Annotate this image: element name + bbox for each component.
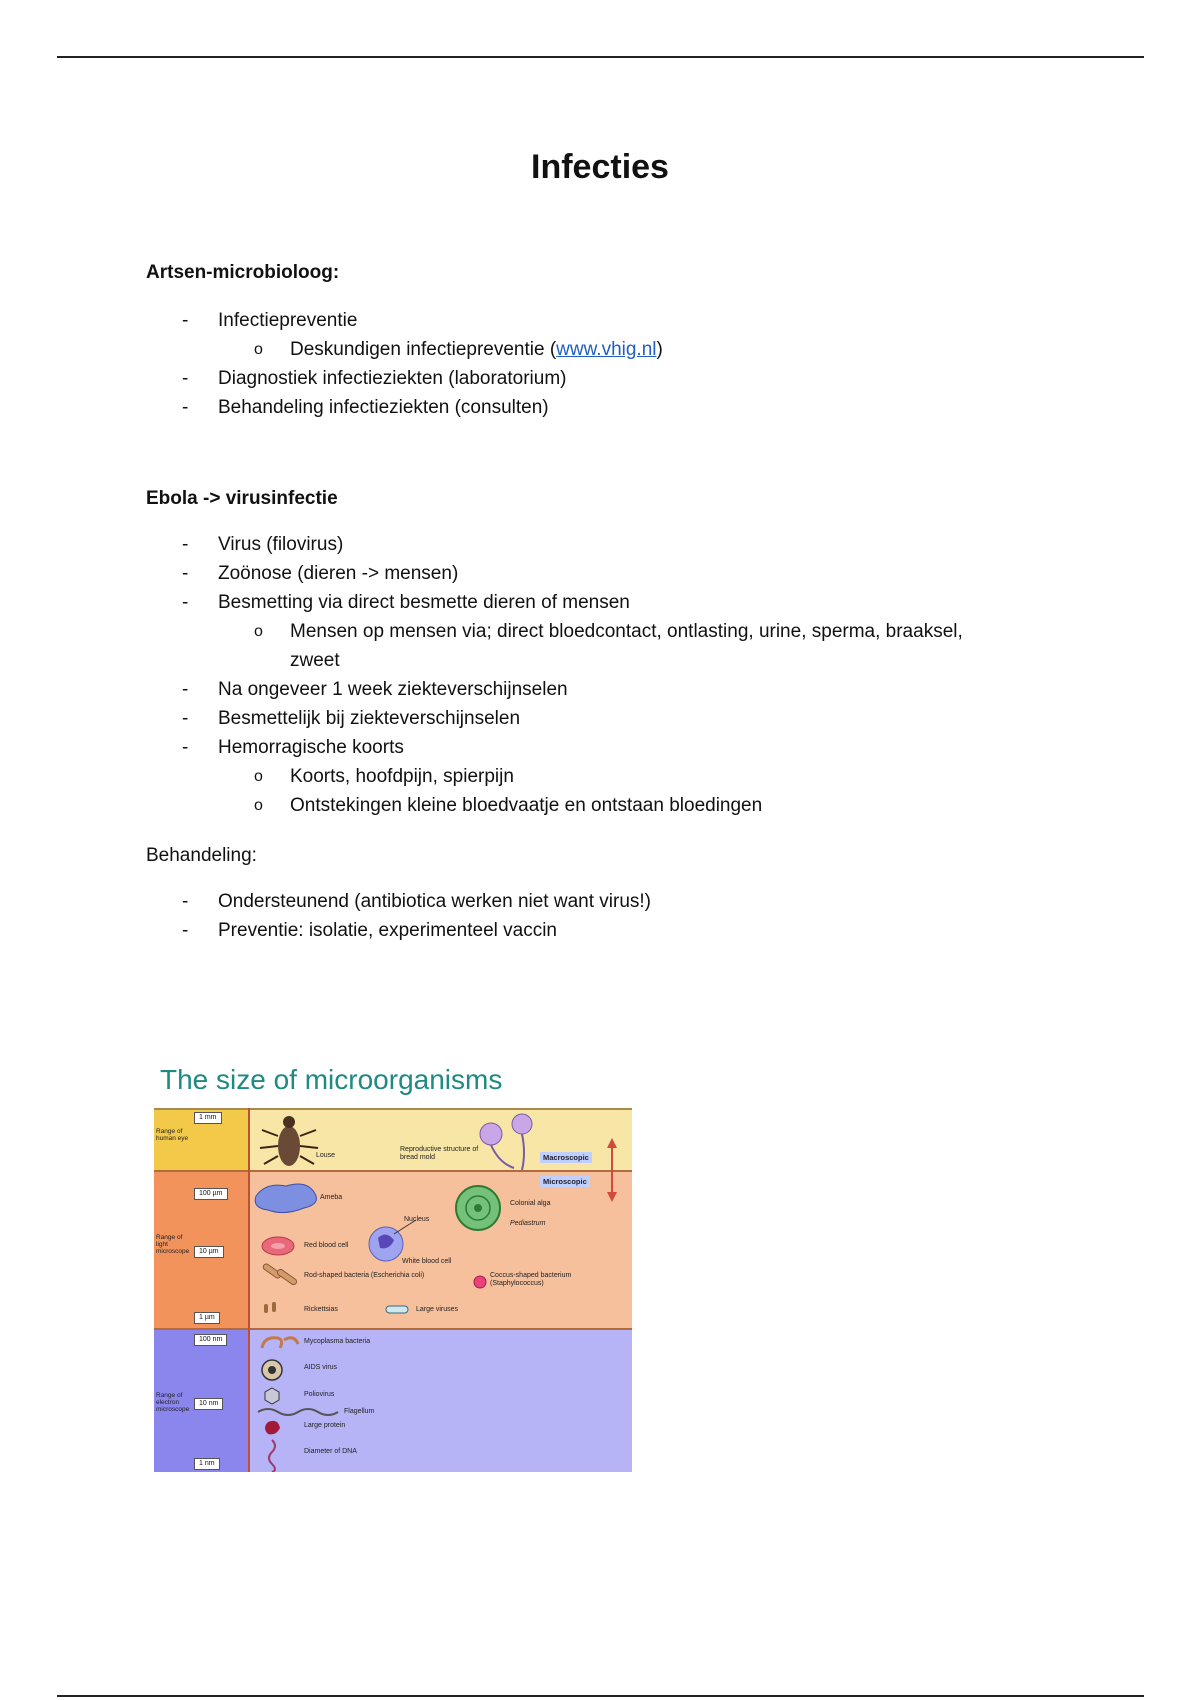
scale-label: 100 µm xyxy=(194,1188,228,1200)
page-title: Infecties xyxy=(531,148,669,186)
dash-bullet: - xyxy=(182,891,189,912)
scale-label: 1 mm xyxy=(194,1112,222,1124)
circle-bullet: o xyxy=(254,797,263,814)
list-item: - Ondersteunend (antibiotica werken niet want virus!) xyxy=(146,887,1046,916)
label-large-viruses: Large viruses xyxy=(416,1306,459,1313)
large-virus-icon xyxy=(386,1306,408,1313)
dash-bullet: - xyxy=(182,563,189,584)
list-item-continuation: zweet xyxy=(290,650,340,671)
list-item: - Preventie: isolatie, experimenteel vaccin xyxy=(146,916,1046,945)
footer-rule xyxy=(57,1695,1144,1697)
list-item: - Virus (filovirus) xyxy=(146,530,1046,559)
scale-label: 10 µm xyxy=(194,1246,224,1258)
list-item: - Diagnostiek infectieziekten (laboratorium) xyxy=(146,364,1046,393)
section-heading-ebola: Ebola -> virusinfectie xyxy=(146,488,338,509)
range-label: Range of light microscope xyxy=(156,1234,190,1255)
circle-bullet: o xyxy=(254,341,263,358)
list-behandeling xyxy=(146,887,1046,945)
section-heading-artsen: Artsen-microbioloog: xyxy=(146,262,340,283)
colonial-alga-icon xyxy=(456,1186,500,1230)
label-nucleus: Nucleus xyxy=(404,1216,430,1223)
figure-title: The size of microorganisms xyxy=(160,1064,503,1095)
list-item: o Ontstekingen kleine bloedvaatje en ontstaan bloedingen xyxy=(146,791,1046,820)
organisms-artwork xyxy=(154,1108,632,1472)
coccus-bacterium-icon xyxy=(474,1276,486,1288)
white-blood-cell-icon xyxy=(369,1220,416,1261)
section-heading-behandeling: Behandeling: xyxy=(146,845,257,866)
macroscopic-tag: Macroscopic xyxy=(540,1152,592,1163)
vhig-link[interactable]: www.vhig.nl xyxy=(556,339,657,360)
dash-bullet: - xyxy=(182,310,189,331)
scale-label: 1 µm xyxy=(194,1312,220,1324)
size-arrow-icon xyxy=(607,1138,617,1202)
label-poliovirus: Poliovirus xyxy=(304,1391,335,1398)
label-aids-virus: AIDS virus xyxy=(304,1364,338,1371)
list-item: - Infectiepreventie xyxy=(146,306,1046,335)
label-dna: Diameter of DNA xyxy=(304,1448,357,1455)
dash-bullet: - xyxy=(182,679,189,700)
list-item: o Deskundigen infectiepreventie (www.vhig.nl) xyxy=(146,335,1046,364)
label-mold: Reproductive structure of bread mold xyxy=(400,1146,479,1161)
label-flagellum: Flagellum xyxy=(344,1408,375,1415)
circle-bullet: o xyxy=(254,623,263,640)
label-mycoplasma: Mycoplasma bacteria xyxy=(304,1338,371,1345)
dash-bullet: - xyxy=(182,920,189,941)
dash-bullet: - xyxy=(182,397,189,418)
label-colonial-alga: Colonial alga xyxy=(510,1200,551,1207)
dash-bullet: - xyxy=(182,737,189,758)
circle-bullet: o xyxy=(254,768,263,785)
poliovirus-icon xyxy=(265,1388,279,1404)
label-pediastrum: Pediastrum xyxy=(510,1220,546,1227)
figure-body xyxy=(154,1108,632,1472)
label-rod-bacteria: Rod-shaped bacteria (Escherichia coli) xyxy=(304,1272,425,1279)
list-item: o Koorts, hoofdpijn, spierpijn xyxy=(146,762,1046,791)
scale-label: 1 nm xyxy=(194,1458,220,1470)
scale-label: 10 nm xyxy=(194,1398,223,1410)
range-label: Range of human eye xyxy=(156,1128,189,1142)
ameba-icon xyxy=(255,1184,316,1213)
list-item: - Na ongeveer 1 week ziekteverschijnselen xyxy=(146,675,1046,704)
list-ebola xyxy=(146,530,1046,820)
rod-bacteria-icon xyxy=(262,1263,298,1286)
list-item: o Mensen op mensen via; direct bloedcontact, ontlasting, urine, sperma, braaksel, xyxy=(146,617,1046,646)
label-coccus-bacterium: Coccus-shaped bacterium (Staphylococcus) xyxy=(490,1272,572,1287)
label-louse: Louse xyxy=(316,1152,336,1159)
label-white-blood-cell: White blood cell xyxy=(402,1258,452,1265)
scale-label: 100 nm xyxy=(194,1334,227,1346)
list-item: - Zoönose (dieren -> mensen) xyxy=(146,559,1046,588)
label-red-blood-cell: Red blood cell xyxy=(304,1242,349,1249)
dash-bullet: - xyxy=(182,708,189,729)
red-blood-cell-icon xyxy=(262,1237,294,1255)
list-item: - Besmetting via direct besmette dieren of mensen xyxy=(146,588,1046,617)
louse-icon xyxy=(260,1116,318,1166)
dash-bullet: - xyxy=(182,592,189,613)
mycoplasma-icon xyxy=(262,1338,298,1348)
microorganism-size-figure xyxy=(152,1062,636,1482)
large-protein-icon xyxy=(265,1421,280,1435)
dash-bullet: - xyxy=(182,368,189,389)
list-item: - Behandeling infectieziekten (consulten) xyxy=(146,393,1046,422)
label-rickettsias: Rickettsias xyxy=(304,1306,338,1313)
aids-virus-icon xyxy=(262,1360,282,1380)
list-item: - Hemorragische koorts xyxy=(146,733,1046,762)
list-artsen xyxy=(146,306,1046,422)
range-label: Range of electron microscope xyxy=(156,1392,190,1413)
list-item: - Besmettelijk bij ziekteverschijnselen xyxy=(146,704,1046,733)
header-rule xyxy=(57,56,1144,58)
dna-icon xyxy=(269,1440,275,1472)
microscopic-tag: Microscopic xyxy=(540,1176,590,1187)
flagellum-icon xyxy=(258,1409,338,1415)
label-ameba: Ameba xyxy=(320,1194,343,1201)
dash-bullet: - xyxy=(182,534,189,555)
label-large-protein: Large protein xyxy=(304,1422,346,1429)
rickettsias-icon xyxy=(264,1302,276,1313)
